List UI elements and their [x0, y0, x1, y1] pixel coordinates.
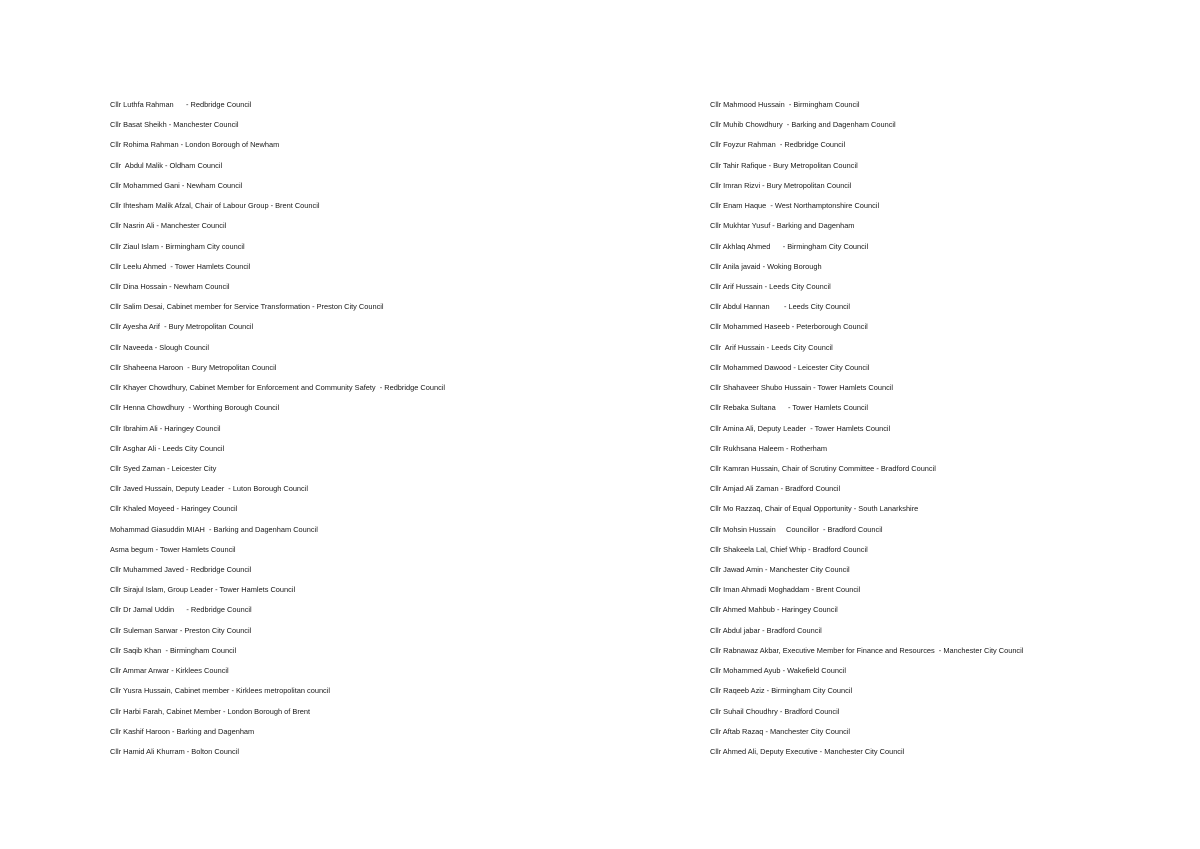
signatory-entry: Cllr Amjad Ali Zaman - Bradford Council	[710, 484, 841, 494]
signatory-entry: Cllr Shakeela Lal, Chief Whip - Bradford Council	[710, 544, 868, 554]
signatory-entry: Cllr Ayesha Arif - Bury Metropolitan Council	[110, 322, 254, 332]
signatory-entry: Cllr Suleman Sarwar - Preston City Council	[110, 625, 252, 635]
signatory-entry: Cllr Salim Desai, Cabinet member for Service Transformation - Preston City Council	[110, 302, 384, 312]
signatory-entry: Cllr Muhammed Javed - Redbridge Council	[110, 565, 252, 575]
signatory-entry: Cllr Abdul Malik - Oldham Council	[110, 160, 223, 170]
signatory-entry: Cllr Ibrahim Ali - Haringey Council	[110, 423, 221, 433]
signatory-entry: Cllr Iman Ahmadi Moghaddam - Brent Council	[710, 585, 861, 595]
signatory-entry: Cllr Suhail Choudhry - Bradford Council	[710, 706, 840, 716]
signatory-entry: Cllr Mahmood Hussain - Birmingham Council	[710, 100, 860, 109]
signatory-entry: Cllr Foyzur Rahman - Redbridge Council	[710, 140, 846, 150]
signatory-entry: Cllr Yusra Hussain, Cabinet member - Kirklees metropolitan council	[110, 686, 331, 696]
signatory-entry: Cllr Sirajul Islam, Group Leader - Tower Hamlets Council	[110, 585, 296, 595]
signatory-entry: Cllr Mohammed Gani - Newham Council	[110, 180, 243, 190]
signatory-entry: Cllr Ammar Anwar - Kirklees Council	[110, 666, 229, 676]
signatory-entry: Cllr Harbi Farah, Cabinet Member - London Borough of Brent	[110, 706, 311, 716]
signatory-entry: Cllr Arif Hussain - Leeds City Council	[710, 342, 833, 352]
signatory-entry: Cllr Rukhsana Haleem - Rotherham	[710, 443, 828, 453]
signatory-entry: Cllr Arif Hussain - Leeds City Council	[710, 281, 831, 291]
signatory-entry: Cllr Aftab Razaq - Manchester City Council	[710, 726, 851, 736]
signatory-entry: Cllr Dina Hossain - Newham Council	[110, 281, 230, 291]
signatory-entry: Cllr Mukhtar Yusuf - Barking and Dagenham	[710, 221, 855, 231]
signatory-entry: Cllr Ihtesham Malik Afzal, Chair of Labour Group - Brent Council	[110, 201, 320, 211]
signatory-entry: Cllr Rabnawaz Akbar, Executive Member for Finance and Resources - Manchester City Council	[710, 645, 1024, 655]
signatory-entry: Mohammad Giasuddin MIAH - Barking and Dagenham Council	[110, 524, 318, 534]
signatory-entry: Cllr Akhlaq Ahmed - Birmingham City Council	[710, 241, 869, 251]
signatory-entry: Cllr Saqib Khan - Birmingham Council	[110, 645, 237, 655]
signatory-entry: Cllr Ahmed Ali, Deputy Executive - Manchester City Council	[710, 747, 905, 756]
signatory-entry: Cllr Abdul jabar - Bradford Council	[710, 625, 822, 635]
signatory-entry: Cllr Mohammed Dawood - Leicester City Council	[710, 362, 870, 372]
signatory-entry: Cllr Nasrin Ali - Manchester Council	[110, 221, 227, 231]
signatory-entry: Cllr Abdul Hannan - Leeds City Council	[710, 302, 851, 312]
signatory-entry: Cllr Mohammed Haseeb - Peterborough Council	[710, 322, 868, 332]
signatory-entry: Cllr Amina Ali, Deputy Leader - Tower Hamlets Council	[710, 423, 891, 433]
signatory-entry: Cllr Leelu Ahmed - Tower Hamlets Council	[110, 261, 251, 271]
signatory-entry: Cllr Enam Haque - West Northamptonshire Council	[710, 201, 880, 211]
signatory-entry: Cllr Dr Jamal Uddin - Redbridge Council	[110, 605, 252, 615]
signatory-list-right	[710, 98, 1180, 765]
signatory-entry: Cllr Mohammed Ayub - Wakefield Council	[710, 666, 846, 676]
signatory-entry: Cllr Muhib Chowdhury - Barking and Dagenham Council	[710, 120, 896, 130]
signatory-entry: Cllr Basat Sheikh - Manchester Council	[110, 120, 239, 130]
signatory-entry: Cllr Shahaveer Shubo Hussain - Tower Hamlets Council	[710, 383, 894, 393]
signatory-entry: Cllr Shaheena Haroon - Bury Metropolitan Council	[110, 362, 277, 372]
signatory-entry: Cllr Anila javaid - Woking Borough	[710, 261, 822, 271]
signatory-entry: Cllr Hamid Ali Khurram - Bolton Council	[110, 747, 239, 756]
signatory-entry: Cllr Ahmed Mahbub - Haringey Council	[710, 605, 838, 615]
signatory-entry: Cllr Mohsin Hussain Councillor - Bradford Council	[710, 524, 883, 534]
signatory-entry: Cllr Raqeeb Aziz - Birmingham City Council	[710, 686, 853, 696]
signatory-entry: Cllr Kashif Haroon - Barking and Dagenham	[110, 726, 255, 736]
signatory-entry: Cllr Henna Chowdhury - Worthing Borough Council	[110, 403, 280, 413]
signatory-entry: Cllr Imran Rizvi - Bury Metropolitan Council	[710, 180, 852, 190]
signatory-entry: Cllr Khayer Chowdhury, Cabinet Member for Enforcement and Community Safety - Redbridge Council	[110, 383, 446, 393]
signatory-entry: Cllr Asghar Ali - Leeds City Council	[110, 443, 225, 453]
signatory-list-left	[110, 98, 670, 765]
signatory-entry: Cllr Naveeda - Slough Council	[110, 342, 210, 352]
signatory-entry: Cllr Luthfa Rahman - Redbridge Council	[110, 100, 252, 109]
signatory-entry: Asma begum - Tower Hamlets Council	[110, 544, 236, 554]
signatory-entry: Cllr Javed Hussain, Deputy Leader - Luton Borough Council	[110, 484, 309, 494]
signatory-entry: Cllr Rebaka Sultana - Tower Hamlets Council	[710, 403, 869, 413]
signatory-entry: Cllr Kamran Hussain, Chair of Scrutiny Committee - Bradford Council	[710, 463, 936, 473]
signatory-entry: Cllr Mo Razzaq, Chair of Equal Opportunity - South Lanarkshire	[710, 504, 919, 514]
signatory-entry: Cllr Syed Zaman - Leicester City	[110, 463, 217, 473]
signatory-entry: Cllr Khaled Moyeed - Haringey Council	[110, 504, 238, 514]
signatory-entry: Cllr Jawad Amin - Manchester City Council	[710, 565, 850, 575]
signatory-entry: Cllr Ziaul Islam - Birmingham City council	[110, 241, 245, 251]
signatory-entry: Cllr Rohima Rahman - London Borough of Newham	[110, 140, 280, 150]
signatory-entry: Cllr Tahir Rafique - Bury Metropolitan Council	[710, 160, 858, 170]
